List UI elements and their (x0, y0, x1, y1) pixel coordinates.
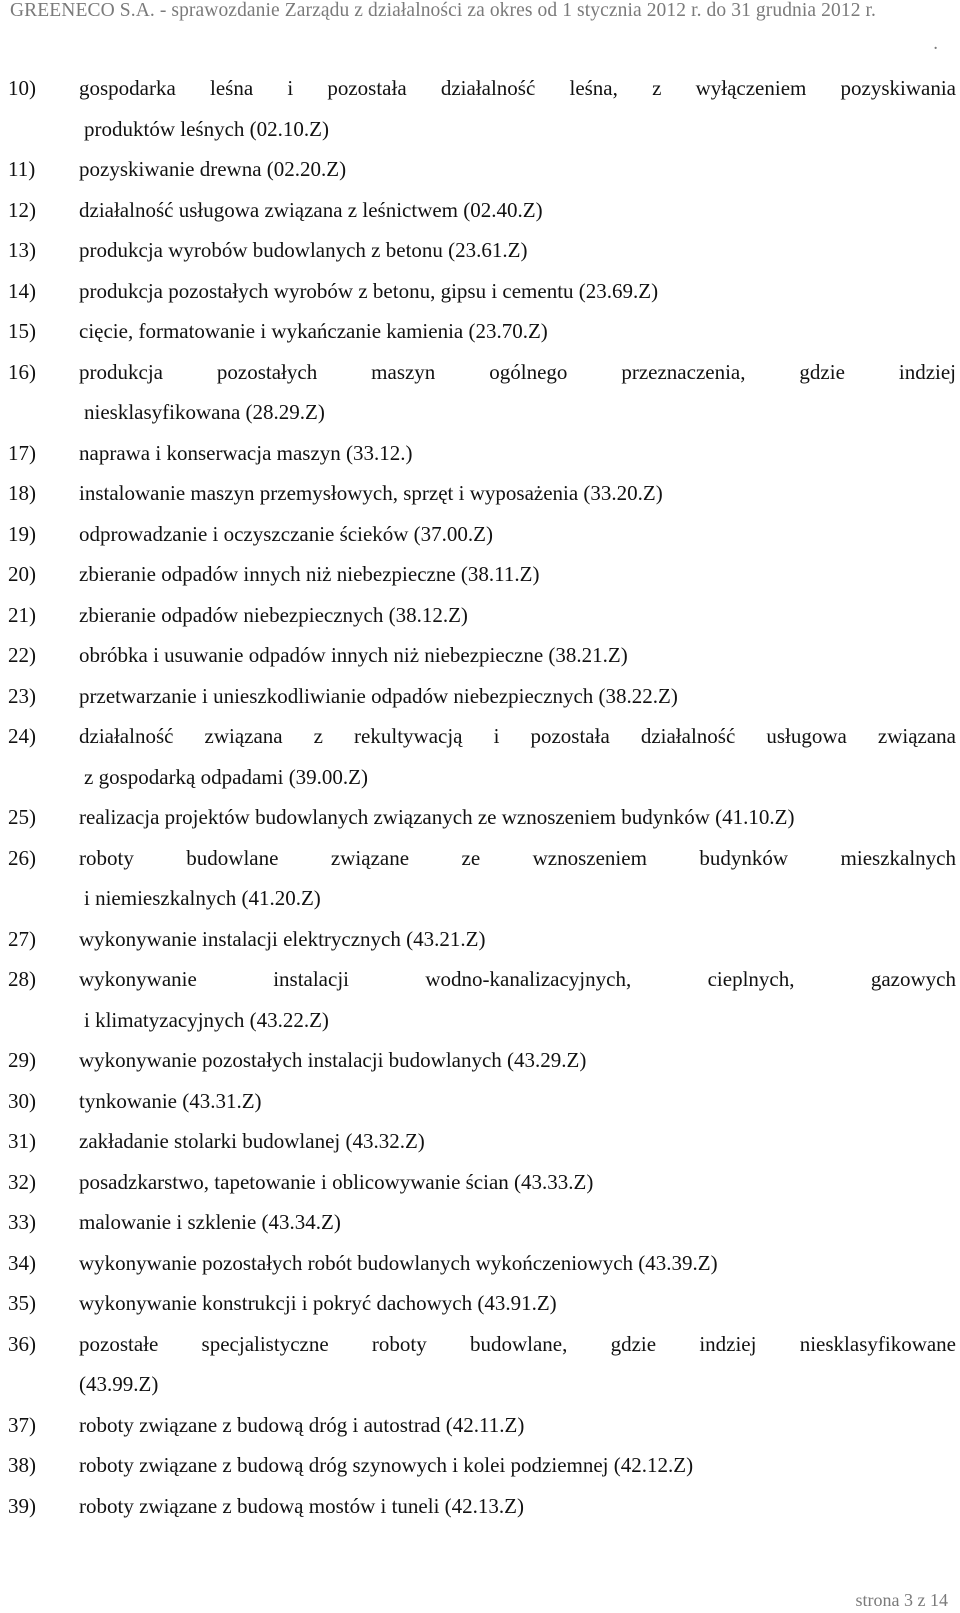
list-item-text (79, 230, 956, 271)
list-item (0, 352, 956, 433)
list-item-line: gospodarka leśna i pozostała działalność leśna, z wyłączeniem pozyskiwania (79, 76, 956, 100)
list-item-number: 18) (8, 481, 36, 505)
header-dot: . (933, 33, 938, 54)
list-item-number: 36) (8, 1331, 36, 1356)
list-item-number: 32) (8, 1169, 36, 1194)
list-item-text (79, 352, 956, 433)
list-item-text (79, 919, 956, 960)
list-item-line: i niemieszkalnych (41.20.Z) (84, 886, 321, 910)
list-item-number: 22) (8, 643, 36, 667)
list-item (0, 1405, 956, 1446)
list-item-text (79, 797, 956, 838)
list-item-line: wykonywanie instalacji wodno-kanalizacyjnych, cieplnych, gazowych (79, 967, 956, 991)
list-item-line: wykonywanie konstrukcji i pokryć dachowych (43.91.Z) (79, 1291, 557, 1315)
list-item-number: 30) (8, 1088, 36, 1113)
list-item-line: działalność usługowa związana z leśnictwem (02.40.Z) (79, 197, 543, 222)
list-item-number: 38) (8, 1453, 36, 1477)
activity-list (0, 68, 956, 1526)
list-item-line: wykonywanie instalacji elektrycznych (43.21.Z) (79, 926, 486, 951)
list-item-line: realizacja projektów budowlanych związanych ze wznoszeniem budynków (41.10.Z) (79, 805, 795, 829)
list-item-line: roboty budowlane związane ze wznoszeniem budynków mieszkalnych (79, 845, 956, 870)
list-item-number: 37) (8, 1412, 36, 1437)
list-item-number: 35) (8, 1291, 36, 1315)
list-item-text (79, 1162, 956, 1203)
list-item-line: wykonywanie pozostałych instalacji budowlanych (43.29.Z) (79, 1048, 587, 1072)
list-item-number: 28) (8, 967, 36, 991)
list-item (0, 514, 956, 555)
list-item-number: 26) (8, 845, 36, 870)
list-item-number: 27) (8, 926, 36, 951)
list-item-text (79, 676, 956, 717)
list-item (0, 1121, 956, 1162)
list-item-text (79, 959, 956, 1040)
list-item (0, 1283, 956, 1324)
list-item (0, 473, 956, 514)
page-number: strona 3 z 14 (855, 1590, 948, 1610)
list-item-line: obróbka i usuwanie odpadów innych niż niebezpieczne (38.21.Z) (79, 643, 628, 667)
list-item-line: produktów leśnych (02.10.Z) (84, 116, 329, 141)
list-item (0, 838, 956, 919)
list-item-line: działalność związana z rekultywacją i pozostała działalność usługowa związana (79, 724, 956, 748)
list-item-line: cięcie, formatowanie i wykańczanie kamienia (23.70.Z) (79, 319, 548, 343)
list-item-line: zakładanie stolarki budowlanej (43.32.Z) (79, 1129, 425, 1153)
list-item-number: 10) (8, 76, 36, 100)
list-item-text (79, 1243, 956, 1284)
list-item (0, 149, 956, 190)
list-item-line: pozostałe specjalistyczne roboty budowlane, gdzie indziej niesklasyfikowane (79, 1331, 956, 1356)
list-item (0, 1202, 956, 1243)
list-item (0, 1040, 956, 1081)
list-item-number: 34) (8, 1250, 36, 1275)
list-item-text (79, 1202, 956, 1243)
list-item-text (79, 716, 956, 797)
list-item-number: 31) (8, 1129, 36, 1153)
list-item (0, 1324, 956, 1405)
list-item-number: 14) (8, 278, 36, 303)
list-item (0, 271, 956, 312)
list-item-line: przetwarzanie i unieszkodliwianie odpadów niebezpiecznych (38.22.Z) (79, 683, 678, 708)
list-item-line: roboty związane z budową dróg i autostrad (42.11.Z) (79, 1412, 525, 1437)
list-item-text (79, 514, 956, 555)
list-item-number: 29) (8, 1048, 36, 1072)
list-item-number: 13) (8, 238, 36, 262)
list-item-text (79, 190, 956, 231)
list-item-line: (43.99.Z) (79, 1372, 159, 1396)
list-item-text (79, 838, 956, 919)
list-item-line: z gospodarką odpadami (39.00.Z) (84, 764, 369, 789)
list-item-line: produkcja pozostałych wyrobów z betonu, gipsu i cementu (23.69.Z) (79, 278, 659, 303)
list-item-line: wykonywanie pozostałych robót budowlanych wykończeniowych (43.39.Z) (79, 1250, 718, 1275)
list-item-line: malowanie i szklenie (43.34.Z) (79, 1210, 341, 1234)
list-item-number: 33) (8, 1210, 36, 1234)
list-item-line: roboty związane z budową mostów i tuneli (42.13.Z) (79, 1493, 524, 1518)
list-item-text (79, 311, 956, 352)
list-item-number: 25) (8, 805, 36, 829)
list-item-text (79, 1324, 956, 1405)
list-item (0, 1081, 956, 1122)
list-item (0, 1162, 956, 1203)
list-item (0, 716, 956, 797)
list-item-text (79, 595, 956, 636)
list-item-line: niesklasyfikowana (28.29.Z) (84, 400, 325, 424)
list-item-text (79, 433, 956, 474)
list-item-number: 39) (8, 1493, 36, 1518)
list-item-line: odprowadzanie i oczyszczanie ścieków (37.00.Z) (79, 521, 493, 546)
list-item (0, 68, 956, 149)
list-item (0, 230, 956, 271)
list-item-text (79, 1283, 956, 1324)
list-item-text (79, 635, 956, 676)
list-item (0, 311, 956, 352)
list-item-text (79, 473, 956, 514)
list-item-number: 15) (8, 319, 36, 343)
list-item-text (79, 1486, 956, 1527)
list-item-line: roboty związane z budową dróg szynowych i kolei podziemnej (42.12.Z) (79, 1453, 694, 1477)
list-item-line: instalowanie maszyn przemysłowych, sprzęt i wyposażenia (33.20.Z) (79, 481, 663, 505)
list-item-line: produkcja wyrobów budowlanych z betonu (23.61.Z) (79, 238, 528, 262)
list-item-text (79, 68, 956, 149)
list-item-text (79, 1445, 956, 1486)
list-item-line: tynkowanie (43.31.Z) (79, 1088, 262, 1113)
list-item (0, 433, 956, 474)
list-item-line: zbieranie odpadów innych niż niebezpieczne (38.11.Z) (79, 562, 540, 586)
list-item-number: 24) (8, 724, 36, 748)
list-item-number: 21) (8, 602, 36, 627)
running-header: GREENECO S.A. - sprawozdanie Zarządu z działalności za okres od 1 stycznia 2012 r. do 31 grudnia 2012 r. (10, 0, 877, 21)
list-item-line: i klimatyzacyjnych (43.22.Z) (84, 1007, 329, 1032)
list-item (0, 635, 956, 676)
list-item-line: zbieranie odpadów niebezpiecznych (38.12.Z) (79, 602, 468, 627)
list-item (0, 1486, 956, 1527)
list-item-line: pozyskiwanie drewna (02.20.Z) (79, 157, 347, 181)
list-item (0, 1243, 956, 1284)
list-item (0, 676, 956, 717)
list-item-line: posadzkarstwo, tapetowanie i oblicowywanie ścian (43.33.Z) (79, 1169, 594, 1194)
list-item-number: 19) (8, 521, 36, 546)
list-item-number: 20) (8, 562, 36, 586)
list-item-line: naprawa i konserwacja maszyn (33.12.) (79, 440, 413, 465)
list-item (0, 1445, 956, 1486)
list-item (0, 959, 956, 1040)
list-item-text (79, 1405, 956, 1446)
list-item-number: 23) (8, 683, 36, 708)
list-item-text (79, 1040, 956, 1081)
list-item (0, 919, 956, 960)
list-item (0, 190, 956, 231)
list-item (0, 797, 956, 838)
list-item-text (79, 554, 956, 595)
list-item-text (79, 149, 956, 190)
list-item-text (79, 271, 956, 312)
list-item (0, 554, 956, 595)
list-item-text (79, 1121, 956, 1162)
list-item-number: 11) (8, 157, 36, 181)
list-item-text (79, 1081, 956, 1122)
list-item-number: 16) (8, 359, 36, 384)
list-item-number: 12) (8, 197, 36, 222)
list-item-line: produkcja pozostałych maszyn ogólnego przeznaczenia, gdzie indziej (79, 359, 956, 384)
list-item (0, 595, 956, 636)
list-item-number: 17) (8, 440, 36, 465)
